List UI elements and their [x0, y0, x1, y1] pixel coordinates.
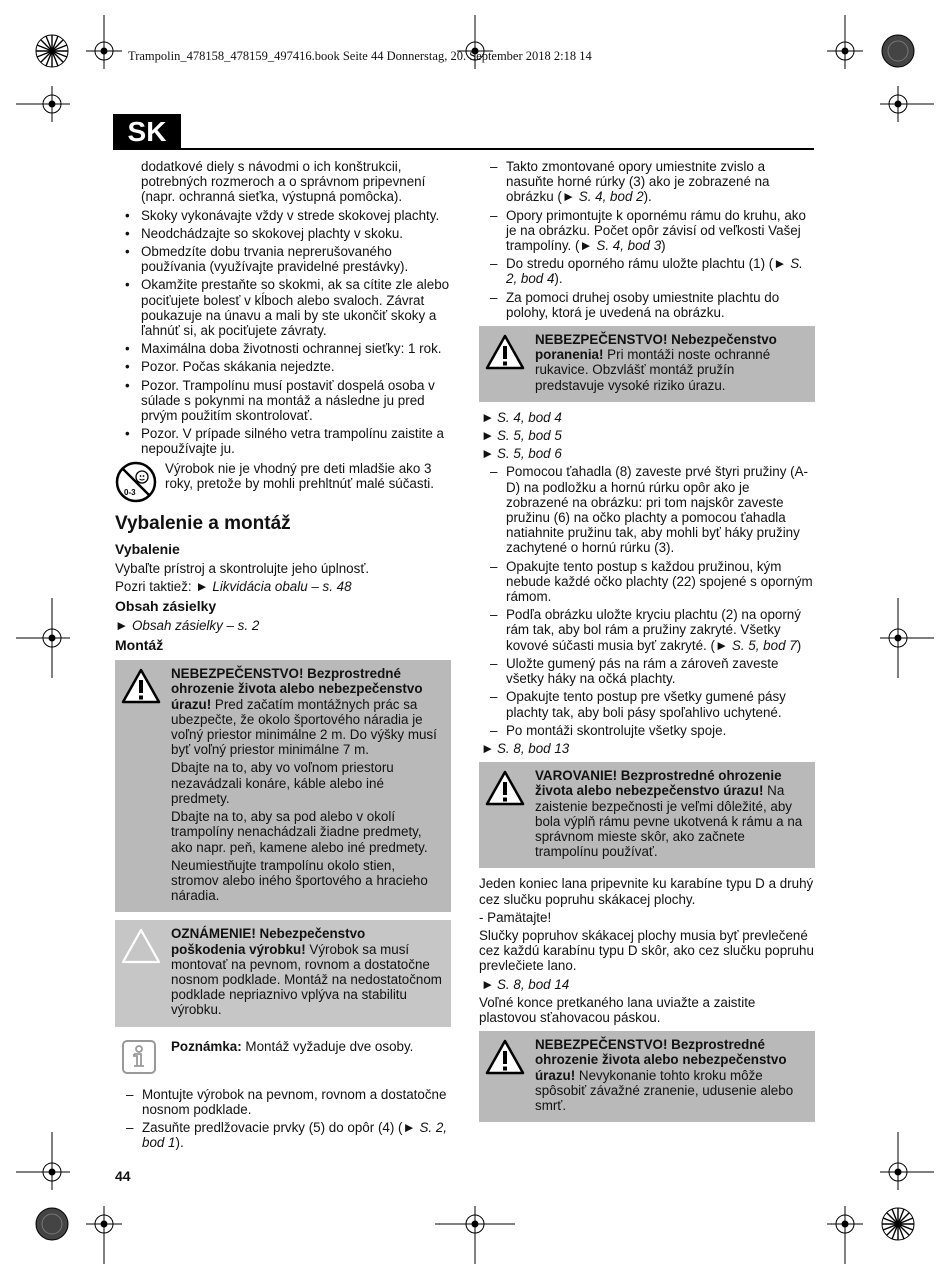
list-item: • Okamžite prestaňte so skokmi, ak sa cítite zle alebo pociťujete bolesť v kĺboch alebo svaloch. Závrat poukazuje na únavu a mali by ste ukončiť skoky a ľahnúť si, ak pociťujete závraty. [115, 277, 451, 338]
safety-bullet-list [115, 208, 451, 457]
rope-text: Jeden koniec lana pripevnite ku karabíne typu D a druhý cez slučku popruhu skákacej plochy. [479, 876, 814, 907]
list-item: – Uložte gumený pás na rám a zároveň zaveste všetky háky na očká plachty. [479, 656, 815, 686]
note-box: Poznámka: Montáž vyžaduje dve osoby. [115, 1035, 451, 1079]
notice-box: OZNÁMENIE! Nebezpečenstvo poškodenia výrobku! Výrobok sa musí montovať na pevnom, rovnom a dostatočne nosnom podklade. Montáž na nedostatočnom podklade nepriaznivo vplýva na stabilitu výrobku. [115, 920, 451, 1026]
arrow-icon: ► [481, 446, 495, 462]
cross-reference: ► S. 5, bod 6 [481, 446, 562, 462]
info-icon [121, 1039, 157, 1075]
not-for-children-icon [115, 461, 157, 503]
arrow-icon: ► [481, 740, 495, 756]
remember-text: - Pamätajte! [479, 909, 552, 925]
list-item: • Pozor. Trampolínu musí postaviť dospelá osoba v súlade s pokynmi na montáž a následne ju pred prvým použitím skontrolovať. [115, 378, 451, 424]
contents-ref: ► Obsah zásielky – s. 2 [115, 618, 260, 634]
right-column [479, 159, 815, 1130]
list-item: – Opakujte tento postup pre všetky gumené pásy plachty tak, aby boli pásy spoľahlivo uchytené. [479, 689, 815, 719]
mount-steps-list [479, 159, 815, 320]
age-warning-text: Výrobok nie je vhodný pre deti mladšie ako 3 roky, pretože by mohli prehltnúť malé súčasti. [165, 460, 434, 491]
list-item: – Pomocou ťahadla (8) zaveste prvé štyri pružiny (A-D) na podložku a hornú rúrku opôr ako je zobrazené na obrázku: pri tom najskôr zaveste pružinu (6) na očko plachty a pomocou ťahadla natiahnite pružinu tak, aby mohli byť háky pružiny zachytené o hornú rúrku (3). [479, 464, 815, 555]
list-item: – Do stredu oporného rámu uložte plachtu (1) (► S. 2, bod 4). [479, 256, 815, 286]
list-item: • Obmedzíte dobu trvania neprerušovaného používania (využívajte pravidelné prestávky). [115, 244, 451, 274]
arrow-icon: ► [195, 578, 209, 594]
list-item: • Neodchádzajte so skokovej plachty v skoku. [115, 226, 451, 241]
spring-steps-list [479, 464, 815, 737]
list-item: • Skoky vykonávajte vždy v strede skokovej plachty. [115, 208, 451, 223]
danger-box: NEBEZPEČENSTVO! Nebezpečenstvo poranenia! Pri montáži noste ochranné rukavice. Obzvlášť montáž pružín predstavuje vysoké riziko úrazu. [479, 326, 815, 402]
subsection-contents: Obsah zásielky [115, 598, 217, 615]
cross-reference: ► S. 5, bod 5 [481, 428, 562, 444]
left-column [115, 159, 451, 1153]
language-badge: SK [113, 114, 181, 150]
header-rule [113, 148, 814, 150]
list-item: – Takto zmontované opory umiestnite zvislo a nasuňte horné rúrky (3) ako je zobrazené na obrázku (► S. 4, bod 2). [479, 159, 815, 205]
mount-steps-list [115, 1087, 451, 1151]
subsection-mount: Montáž [115, 637, 164, 654]
list-item: – Opory primontujte k opornému rámu do kruhu, ako je na obrázku. Počet opôr závisí od veľkosti Vašej trampolíny. (► S. 4, bod 3) [479, 208, 815, 254]
tie-text: Voľné konce pretkaného lana uviažte a zaistite plastovou sťahovacou páskou. [479, 994, 756, 1025]
notice-triangle-icon [121, 928, 161, 964]
continued-paragraph: dodatkové diely s návodmi o ich konštrukcii, potrebných rozmeroch a o správnom pripevnení (napr. ochranná sieťka, výstupná pomôcka). [141, 159, 426, 205]
see-also: Pozri taktiež: ► Likvidácia obalu – s. 48 [115, 578, 352, 594]
arrow-icon: ► [115, 618, 129, 634]
section-title: Vybalenie a montáž [115, 512, 291, 534]
arrow-icon: ► [481, 409, 495, 425]
warning-triangle-icon [121, 668, 161, 704]
page-number: 44 [115, 1168, 131, 1184]
list-item: • Pozor. V prípade silného vetra trampolínu zaistite a nepoužívajte ju. [115, 426, 451, 456]
unpack-text: Vybaľte prístroj a skontrolujte jeho úplnosť. [115, 560, 370, 576]
file-info-line: Trampolin_478158_478159_497416.book Seite 44 Donnerstag, 20. September 2018 2:18 14 [128, 49, 592, 63]
warning-box: VAROVANIE! Bezprostredné ohrozenie života alebo nebezpečenstvo úrazu! Na zaistenie bezpečnosti je veľmi dôležité, aby bola výplň rámu pevne ukotvená k rámu a na správnom mieste skôr, ako začnete trampolínu používať. [479, 762, 815, 868]
list-item: – Za pomoci druhej osoby umiestnite plachtu do polohy, ktorá je uvedená na obrázku. [479, 290, 815, 320]
list-item: • Pozor. Počas skákania nejedzte. [115, 359, 451, 374]
subsection-unpack: Vybalenie [115, 540, 180, 557]
list-item: – Opakujte tento postup s každou pružinou, kým nebude každé očko plachty (22) spojené s oporným rámom. [479, 559, 815, 605]
list-item: – Zasuňte predlžovacie prvky (5) do opôr (4) (► S. 2, bod 1). [115, 1120, 451, 1150]
warning-triangle-icon [485, 770, 525, 806]
list-item: – Montujte výrobok na pevnom, rovnom a dostatočne nosnom podklade. [115, 1087, 451, 1117]
age-warning [115, 461, 451, 501]
cross-reference: ► S. 4, bod 4 [481, 409, 562, 425]
loops-text: Slučky popruhov skákacej plochy musia byť prevlečené cez každú karabínu typu D skôr, ako cez slučku popruhu prevlečiete lano. [479, 927, 814, 974]
danger-box: NEBEZPEČENSTVO! Bezprostredné ohrozenie života alebo nebezpečenstvo úrazu! Pred začatím montážnych prác sa ubezpečte, že okolo športového náradia je voľný priestor minimálne 2 m. Do výšky musí byť voľný priestor minimálne 7 m. Dbajte na to, aby vo voľnom priestoru nezavádzali konáre, káble alebo iné predmety. Dbajte na to, aby sa pod alebo v okolí trampolíny nenachádzali žiadne predmety, ako napr. peň, kamene alebo iné predmety. Neumiestňujte trampolínu okolo stien, stromov alebo iného športového a hracieho náradia. [115, 660, 451, 912]
warning-triangle-icon [485, 334, 525, 370]
arrow-icon: ► [481, 976, 495, 992]
list-item: – Podľa obrázku uložte kryciu plachtu (2) na oporný rám tak, aby bol rám a pružiny zakryté. Všetky kovové súčasti musia byť zakryté. (► S. 5, bod 7) [479, 607, 815, 653]
cross-reference: ► S. 8, bod 13 [481, 740, 570, 756]
cross-reference: ► S. 8, bod 14 [481, 976, 570, 992]
arrow-icon: ► [481, 428, 495, 444]
list-item: – Po montáži skontrolujte všetky spoje. [479, 723, 815, 738]
danger-box: NEBEZPEČENSTVO! Bezprostredné ohrozenie života alebo nebezpečenstvo úrazu! Nevykonanie tohto kroku môže spôsobiť závažné zranenie, udusenie alebo smrť. [479, 1031, 815, 1122]
warning-triangle-icon [485, 1039, 525, 1075]
list-item: • Maximálna doba životnosti ochrannej sieťky: 1 rok. [115, 341, 451, 356]
cross-reference: Likvidácia obalu – s. 48 [212, 578, 352, 594]
age-label: 0-3 [124, 487, 136, 497]
